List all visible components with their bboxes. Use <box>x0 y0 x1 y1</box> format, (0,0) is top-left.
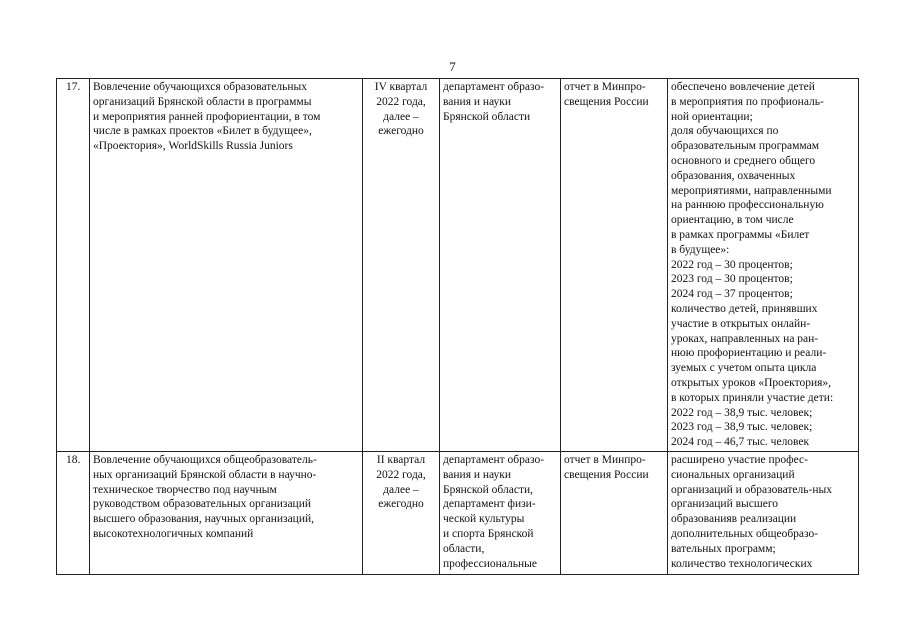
text-line: Брянской области, <box>443 483 534 496</box>
text-line: Брянской области <box>443 110 531 123</box>
measure-name-cell <box>90 79 363 452</box>
text-line: ориентацию, в том числе <box>671 214 794 227</box>
text-line: свещения России <box>564 468 649 481</box>
text-line: области, <box>443 542 485 555</box>
text-line: техническое творчество под научным <box>93 483 277 496</box>
text-line: на раннюю профессиональную <box>671 199 824 212</box>
text-line: доля обучающихся по <box>671 125 779 138</box>
text-line: образованияв реализации <box>671 513 797 526</box>
text-line: свещения России <box>564 95 649 108</box>
measure-name-cell <box>90 452 363 575</box>
text-line: Вовлечение обучающихся образовательных <box>93 81 308 93</box>
row-number: 18. <box>66 454 81 466</box>
text-line: обеспечено вовлечение детей <box>671 81 815 93</box>
text-line: числе в рамках проектов «Билет в будущее», <box>93 125 312 138</box>
text-line: организаций высшего <box>671 498 779 511</box>
text-line: ной ориентации; <box>671 110 753 123</box>
text-line: высшего образования, научных организаций, <box>93 513 315 526</box>
text-line: департамент физи- <box>443 498 536 511</box>
row-number-cell <box>57 452 90 575</box>
text-line: вания и науки <box>443 468 512 481</box>
text-line: основного и среднего общего <box>671 154 816 167</box>
text-line: в рамках программы «Билет <box>671 228 810 241</box>
row-number-cell <box>57 79 90 452</box>
executor-cell <box>440 79 561 452</box>
text-line: IV квартал <box>374 81 428 93</box>
text-line: в которых приняли участие дети: <box>671 391 834 404</box>
table-row <box>57 79 859 452</box>
text-line: 2022 год – 38,9 тыс. человек; <box>671 406 813 419</box>
measures-table <box>56 78 859 575</box>
text-line: мероприятиями, направленными <box>671 184 832 197</box>
text-line: ежегодно <box>378 125 424 138</box>
text-line: вания и науки <box>443 95 512 108</box>
text-line: «Проектория», WorldSkills Russia Juniors <box>93 140 293 153</box>
text-line: 2024 год – 37 процентов; <box>671 288 793 301</box>
text-line: участие в открытых онлайн- <box>671 317 811 330</box>
text-line: и спорта Брянской <box>443 527 534 540</box>
row-number: 17. <box>66 81 81 93</box>
page-number: 7 <box>449 59 456 74</box>
text-line: 2024 год – 46,7 тыс. человек <box>671 436 810 449</box>
text-line: организаций и образователь-ных <box>671 483 832 496</box>
text-line: 2022 год – 30 процентов; <box>671 258 793 271</box>
text-line: департамент образо- <box>443 81 545 93</box>
text-line: нюю профориентацию и реали- <box>671 347 827 360</box>
text-line: далее – <box>383 483 419 496</box>
text-line: 2023 год – 38,9 тыс. человек; <box>671 421 813 434</box>
text-line: 2023 год – 30 процентов; <box>671 273 793 286</box>
text-line: 2022 года, <box>376 95 426 108</box>
text-line: профессиональные <box>443 557 537 570</box>
text-line: в будущее»: <box>671 243 730 256</box>
text-line: сиональных организаций <box>671 468 795 481</box>
executor-cell <box>440 452 561 575</box>
text-line: организаций Брянской области в программы <box>93 95 312 108</box>
text-line: расширено участие профес- <box>671 454 808 466</box>
deadline-cell <box>363 452 440 575</box>
text-line: количество детей, принявших <box>671 302 818 315</box>
text-line: количество технологических <box>671 557 813 570</box>
report-type-cell <box>561 79 668 452</box>
text-line: Вовлечение обучающихся общеобразователь- <box>93 454 317 466</box>
table-row <box>57 452 859 575</box>
text-line: далее – <box>383 110 419 123</box>
text-line: вательных программ; <box>671 542 776 555</box>
text-line: образования, охваченных <box>671 169 796 182</box>
text-line: и мероприятия ранней профориентации, в том <box>93 110 321 123</box>
expected-result-cell <box>668 452 859 575</box>
text-line: отчет в Минпро- <box>564 454 646 466</box>
text-line: департамент образо- <box>443 454 545 466</box>
text-line: отчет в Минпро- <box>564 81 646 93</box>
text-line: уроках, направленных на ран- <box>671 332 819 345</box>
text-line: образовательным программам <box>671 140 819 153</box>
text-line: дополнительных общеобразо- <box>671 527 819 540</box>
text-line: в мероприятия по профиональ- <box>671 95 824 108</box>
report-type-cell <box>561 452 668 575</box>
text-line: II квартал <box>376 454 426 466</box>
text-line: ежегодно <box>378 498 424 511</box>
deadline-cell <box>363 79 440 452</box>
text-line: ческой культуры <box>443 513 525 526</box>
text-line: открытых уроков «Проектория», <box>671 376 832 389</box>
text-line: 2022 года, <box>376 468 426 481</box>
expected-result-cell <box>668 79 859 452</box>
text-line: зуемых с учетом опыта цикла <box>671 362 817 375</box>
text-line: ных организаций Брянской области в научно- <box>93 468 317 481</box>
text-line: руководством образовательных организаций <box>93 498 312 511</box>
text-line: высокотехнологичных компаний <box>93 527 254 540</box>
